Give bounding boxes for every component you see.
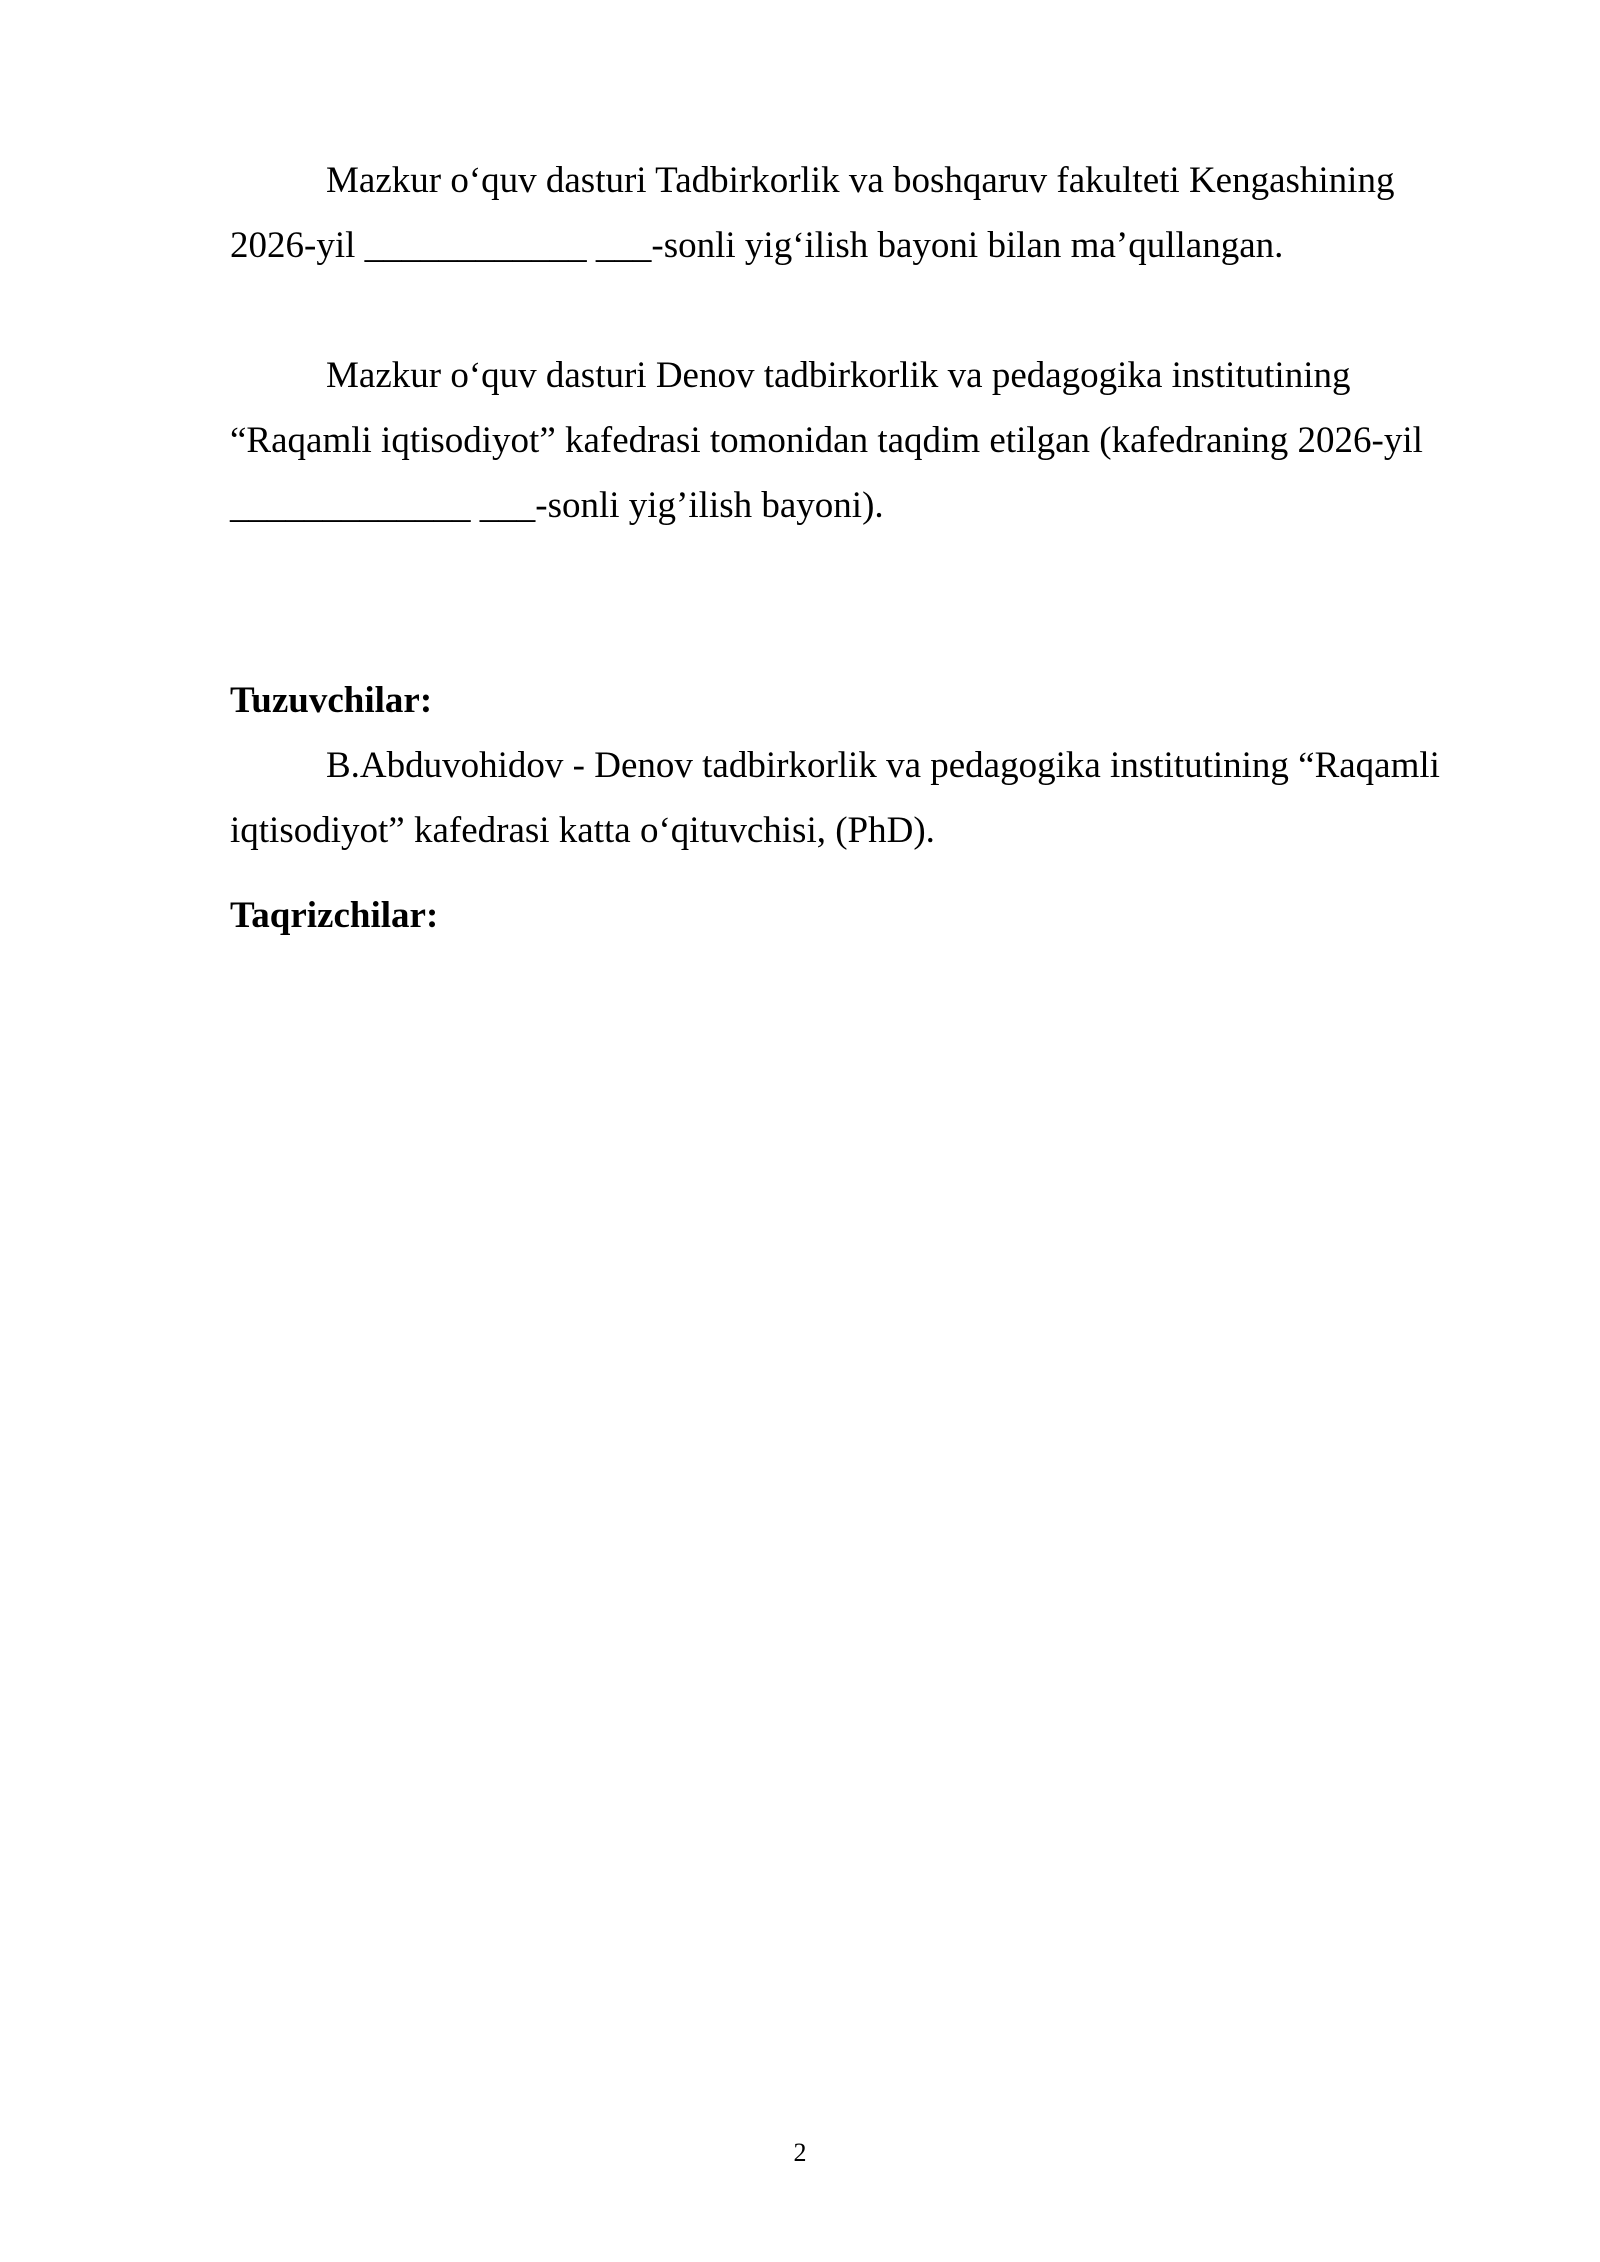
- compilers-heading: Tuzuvchilar:: [230, 680, 433, 721]
- presented-line-1: Mazkur o‘quv dasturi Denov tadbirkorlik va pedagogika institutining: [326, 355, 1351, 396]
- presented-line-3: _____________ ___-sonli yig’ilish bayoni).: [230, 485, 884, 526]
- approval-line-1: Mazkur o‘quv dasturi Tadbirkorlik va boshqaruv fakulteti Kengashining: [326, 160, 1395, 201]
- approval-line-2: 2026-yil ____________ ___-sonli yig‘ilish bayoni bilan ma’qullangan.: [230, 225, 1284, 266]
- approval-paragraph: [230, 148, 1470, 278]
- compilers-line-1-wrap: [230, 733, 1470, 798]
- presented-paragraph: [230, 343, 1470, 538]
- compilers-line-1: B.Abduvohidov - Denov tadbirkorlik va pedagogika institutining “Raqamli: [326, 745, 1440, 786]
- compilers-paragraph: [230, 733, 1470, 863]
- reviewers-heading: Taqrizchilar:: [230, 895, 439, 936]
- approval-line-1-wrap: [230, 148, 1470, 213]
- page-content: [230, 148, 1470, 948]
- presented-line-2: “Raqamli iqtisodiyot” kafedrasi tomonidan taqdim etilgan (kafedraning 2026-yil: [230, 420, 1423, 461]
- presented-line-1-wrap: [230, 343, 1470, 408]
- compilers-line-2: iqtisodiyot” kafedrasi katta o‘qituvchisi, (PhD).: [230, 810, 935, 851]
- page-number: 2: [793, 2138, 807, 2167]
